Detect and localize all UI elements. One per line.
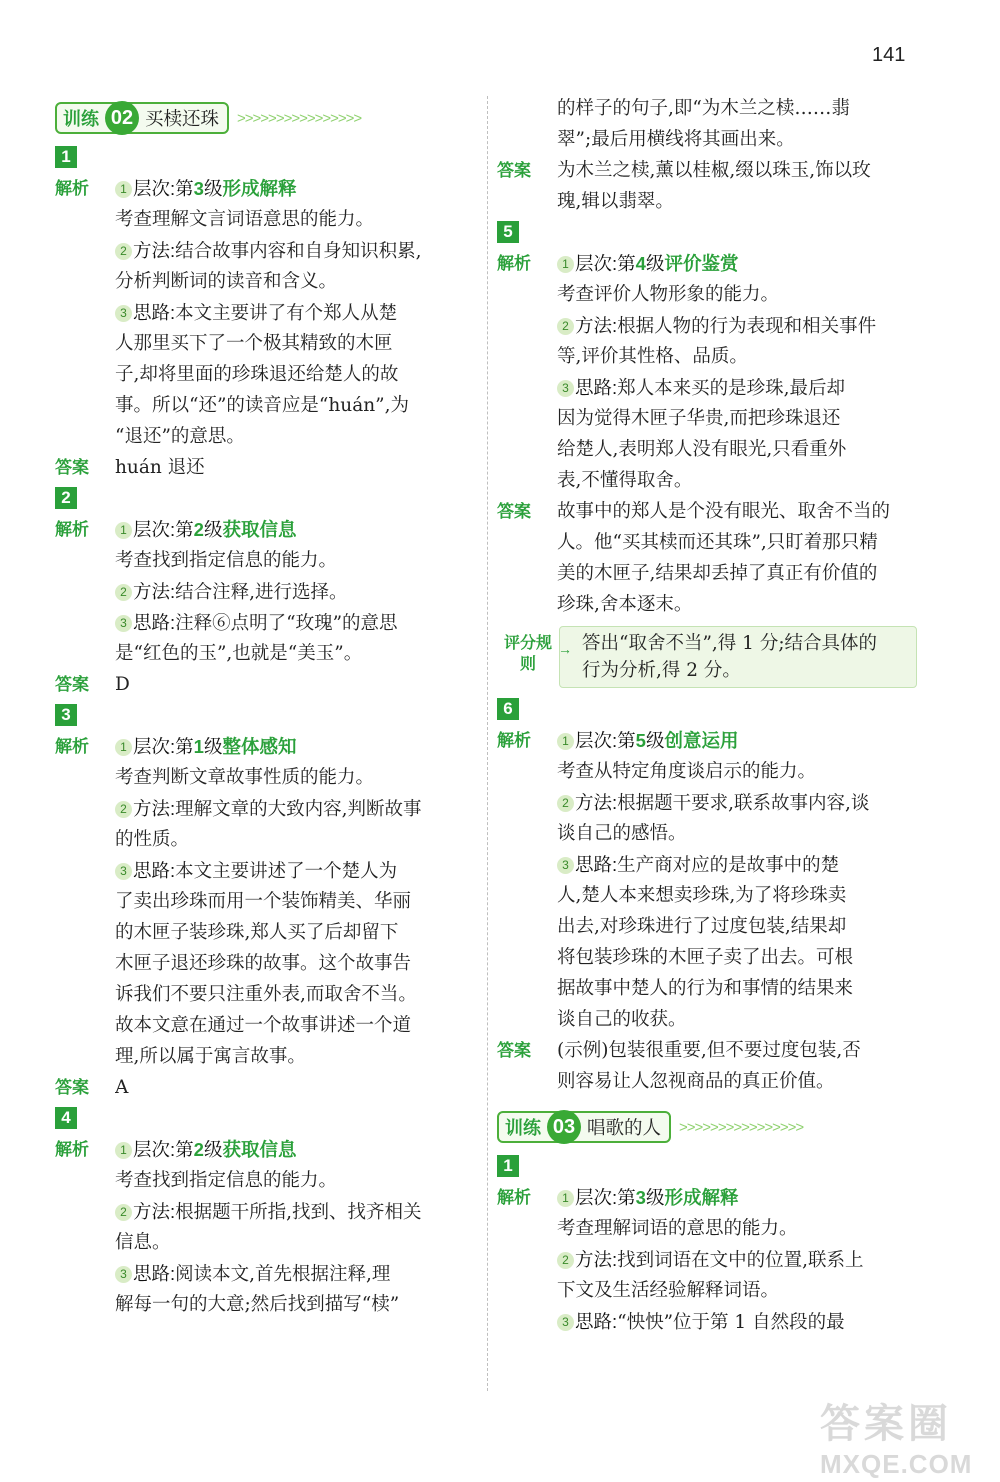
answer-label: 答案 xyxy=(55,458,89,477)
answer-block: 答案 (示例)包装很重要,但不要过度包装,否 则容易让人忽视商品的真正价值。 xyxy=(497,1035,917,1097)
circle-number-2: 2 xyxy=(115,243,132,260)
banner-tag: 训练 xyxy=(63,109,99,129)
analysis-block: 解析 1 层次:第2级获取信息 考查找到指定信息的能力。 2 方法:根据题干所指,找到、找齐相关 信息。 3 思路:阅读本文,首先根据注释,理 解每一句的大意;然后找到描写“椟” xyxy=(55,1134,475,1320)
banner-tag: 训练 xyxy=(505,1118,541,1138)
circle-number-1: 1 xyxy=(115,522,132,539)
circle-number-3: 3 xyxy=(557,380,574,397)
question-number: 1 xyxy=(55,146,77,168)
scoring-rules-box xyxy=(497,626,917,688)
circle-number-3: 3 xyxy=(115,305,132,322)
circle-number-3: 3 xyxy=(115,615,132,632)
analysis-label: 解析 xyxy=(497,1188,531,1207)
analysis-block: 解析 1 层次:第2级获取信息 考查找到指定信息的能力。 2 方法:结合注释,进行选择。 3 思路:注释⑥点明了“玫瑰”的意思 是“红色的玉”,也就是“美玉”。 xyxy=(55,514,475,669)
circle-number-3: 3 xyxy=(115,1266,132,1283)
question-number-row xyxy=(497,694,917,725)
left-column xyxy=(55,100,475,1320)
analysis-label: 解析 xyxy=(497,254,531,273)
scoring-label: 评分规则 xyxy=(503,635,552,673)
banner-title: 买椟还珠 xyxy=(145,109,220,130)
scoring-content: → 答出“取舍不当”,得 1 分;结合具体的 行为分析,得 2 分。 xyxy=(559,626,917,688)
analysis-label: 解析 xyxy=(55,1140,89,1159)
question-number-row xyxy=(55,483,475,514)
circle-number-1: 1 xyxy=(557,733,574,750)
question-number: 6 xyxy=(497,698,519,720)
circle-number-2: 2 xyxy=(115,1204,132,1221)
answer-label: 答案 xyxy=(497,502,531,521)
analysis-block: 解析 1 层次:第3级形成解释 考查理解文言词语意思的能力。 2 方法:结合故事内容和自身知识积累, 分析判断词的读音和含义。 3 思路:本文主要讲了有个郑人从楚 人那里买下了一个极其精致的木匣 子,却将里面的珍珠退还给楚人的故 事。所以“还”的读音应是“huán”,为 “退还”的意思。 xyxy=(55,173,475,452)
answer-block: 答案 为木兰之椟,薰以桂椒,缀以珠玉,饰以玫 瑰,辑以翡翠。 xyxy=(497,155,917,217)
answer-block: 答案 A xyxy=(55,1072,475,1103)
circle-number-1: 1 xyxy=(115,181,132,198)
circle-number-3: 3 xyxy=(115,863,132,880)
question-number: 3 xyxy=(55,704,77,726)
answer-block: 答案 huán 退还 xyxy=(55,452,475,483)
answer-label: 答案 xyxy=(55,675,89,694)
circle-number-2: 2 xyxy=(557,795,574,812)
analysis-label: 解析 xyxy=(55,737,89,756)
analysis-label: 解析 xyxy=(55,179,89,198)
right-column xyxy=(497,93,917,1337)
analysis-label: 解析 xyxy=(497,731,531,750)
column-divider xyxy=(487,96,488,1391)
banner-number: 03 xyxy=(547,1110,581,1144)
circle-number-1: 1 xyxy=(115,739,132,756)
banner-pill xyxy=(55,102,229,134)
answer-label: 答案 xyxy=(497,1041,531,1060)
question-number: 4 xyxy=(55,1107,77,1129)
question-number: 2 xyxy=(55,487,77,509)
analysis-label: 解析 xyxy=(55,520,89,539)
banner-number: 02 xyxy=(105,101,139,135)
answer-block: 答案 D xyxy=(55,669,475,700)
watermark-logo: 答案圈 MXQE.COM xyxy=(820,1402,973,1479)
question-number-row xyxy=(497,1151,917,1182)
question-number-row xyxy=(55,1103,475,1134)
circle-number-1: 1 xyxy=(557,1190,574,1207)
question-number-row xyxy=(497,217,917,248)
circle-number-3: 3 xyxy=(557,1314,574,1331)
answer-label: 答案 xyxy=(497,161,531,180)
page-number: 141 xyxy=(872,44,906,66)
question-number: 1 xyxy=(497,1155,519,1177)
section-banner-02 xyxy=(55,100,475,136)
circle-number-2: 2 xyxy=(557,1252,574,1269)
banner-arrows: >>>>>>>>>>>>>>>> xyxy=(679,1118,804,1136)
question-number-row xyxy=(55,142,475,173)
circle-number-2: 2 xyxy=(557,318,574,335)
level-number: 3 xyxy=(193,178,204,199)
question-number: 5 xyxy=(497,221,519,243)
level-name: 形成解释 xyxy=(222,178,297,199)
answer-label: 答案 xyxy=(55,1078,89,1097)
analysis-block: 解析 1 层次:第4级评价鉴赏 考查评价人物形象的能力。 2 方法:根据人物的行为表现和相关事件 等,评价其性格、品质。 3 思路:郑人本来买的是珍珠,最后却 因为觉得木匣子华贵,而把珍珠退还 给楚人,表明郑人没有眼光,只看重外 表,不懂得取舍。 xyxy=(497,248,917,496)
arrow-right-icon: → xyxy=(558,641,572,657)
circle-number-1: 1 xyxy=(115,1142,132,1159)
circle-number-2: 2 xyxy=(115,584,132,601)
question-number-row xyxy=(55,700,475,731)
banner-arrows: >>>>>>>>>>>>>>>> xyxy=(237,109,362,127)
answer-block: 答案 故事中的郑人是个没有眼光、取舍不当的 人。他“买其椟而还其珠”,只盯着那只精 美的木匣子,结果却丢掉了真正有价值的 珍珠,舍本逐末。 xyxy=(497,496,917,620)
circle-number-3: 3 xyxy=(557,857,574,874)
circle-number-1: 1 xyxy=(557,256,574,273)
circle-number-2: 2 xyxy=(115,801,132,818)
banner-pill xyxy=(497,1111,671,1143)
analysis-block: 解析 1 层次:第3级形成解释 考查理解词语的意思的能力。 2 方法:找到词语在文中的位置,联系上 下文及生活经验解释词语。 3 思路:“怏怏”位于第 1 自然段的最 xyxy=(497,1182,917,1337)
banner-title: 唱歌的人 xyxy=(587,1118,662,1139)
section-banner-03 xyxy=(497,1109,917,1145)
analysis-block: 解析 1 层次:第1级整体感知 考查判断文章故事性质的能力。 2 方法:理解文章的大致内容,判断故事 的性质。 3 思路:本文主要讲述了一个楚人为 了卖出珍珠而用一个装饰精美、华丽 的木匣子装珍珠,郑人买了后却留下 木匣子退还珍珠的故事。这个故事告 诉我们不要只注重外表,而取舍不当。 故本文意在通过一个故事讲述一个道 理,所以属于寓言故事。 xyxy=(55,731,475,1072)
analysis-block: 解析 1 层次:第5级创意运用 考查从特定角度谈启示的能力。 2 方法:根据题干要求,联系故事内容,谈 谈自己的感悟。 3 思路:生产商对应的是故事中的楚 人,楚人本来想卖珍珠,为了将珍珠卖 出去,对珍珠进行了过度包装,结果却 将包装珍珠的木匣子卖了出去。可根 据故事中楚人的行为和事情的结果来 谈自己的收获。 xyxy=(497,725,917,1035)
continuation-block: 的样子的句子,即“为木兰之椟……翡 翠”;最后用横线将其画出来。 xyxy=(557,98,850,150)
